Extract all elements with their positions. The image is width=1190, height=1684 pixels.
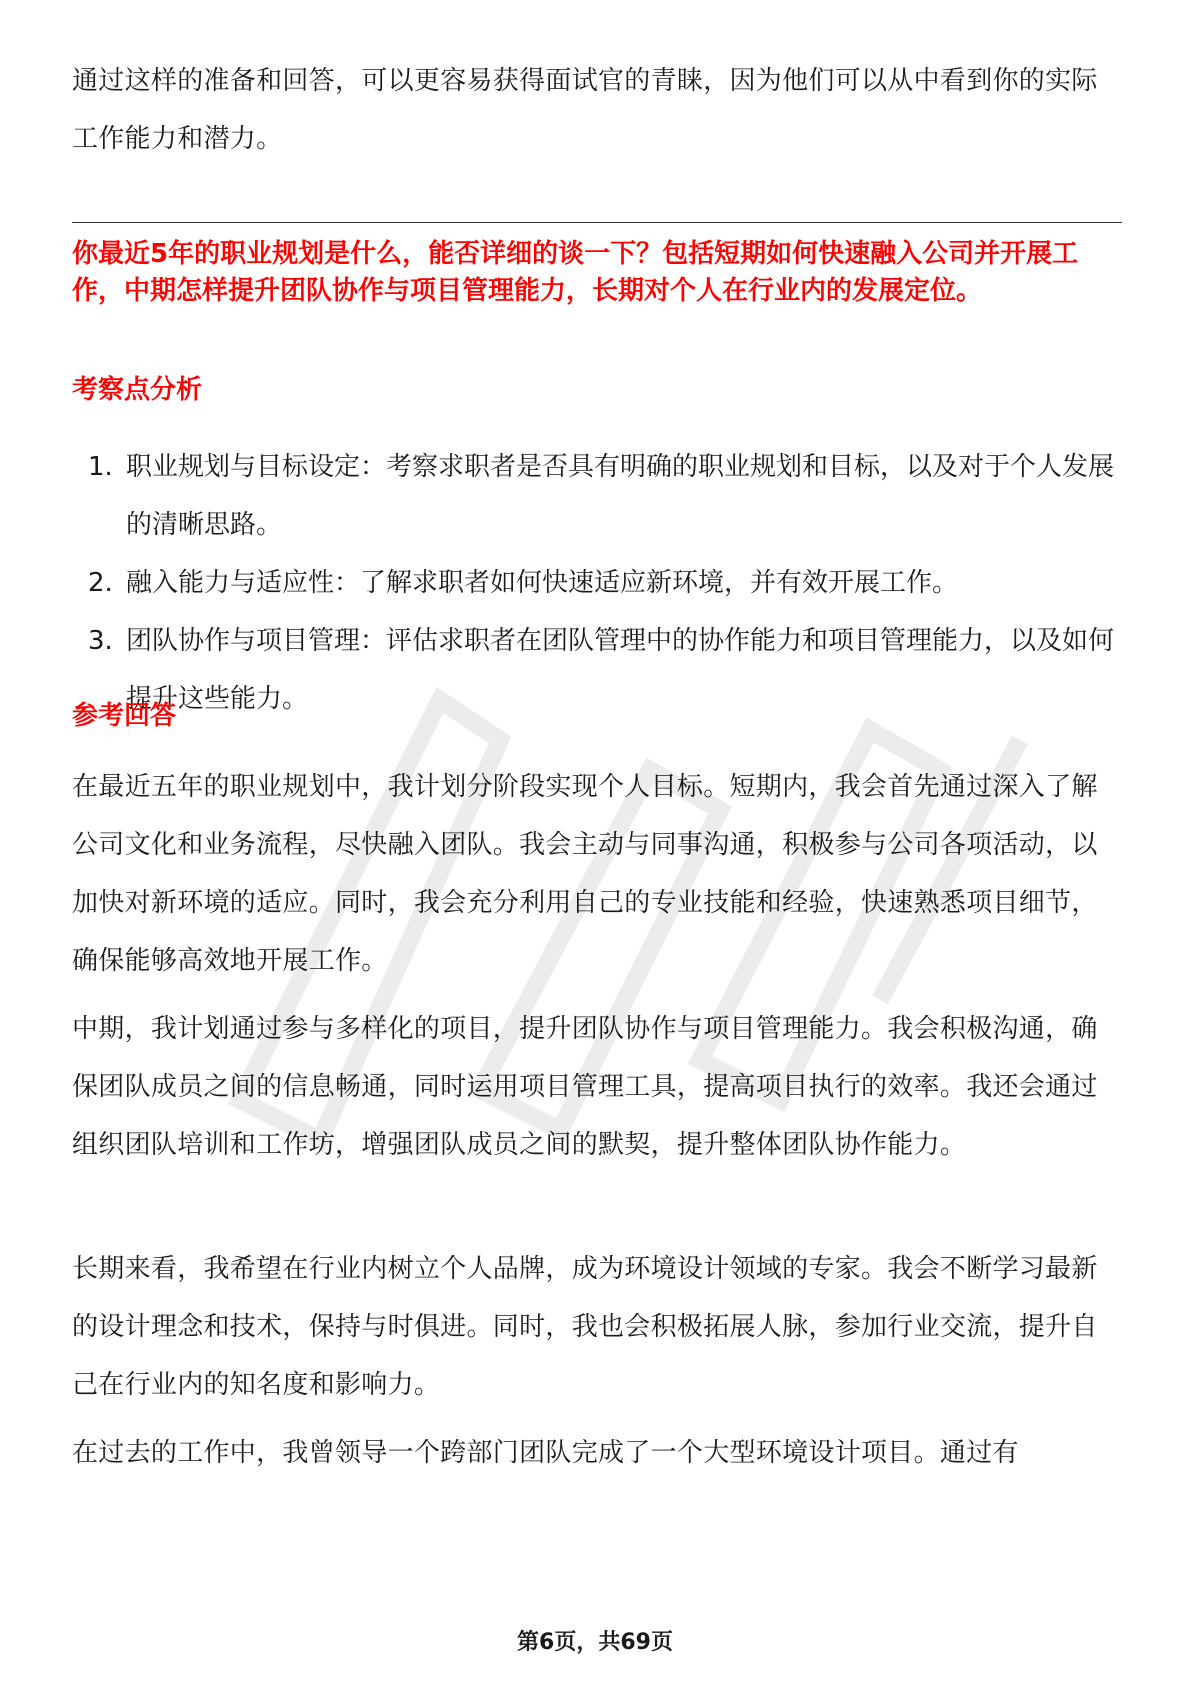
answer-paragraph-4: 在过去的工作中，我曾领导一个跨部门团队完成了一个大型环境设计项目。通过有 <box>72 1438 1019 1468</box>
list-item <box>72 554 1122 612</box>
list-item-text: 团队协作与项目管理：评估求职者在团队管理中的协作能力和项目管理能力，以及如何提升这些能力。 <box>126 626 1115 714</box>
list-item <box>72 438 1122 554</box>
page-footer: 第6页，共69页 <box>517 1630 673 1655</box>
answer-paragraph-2: 中期，我计划通过参与多样化的项目，提升团队协作与项目管理能力。我会积极沟通，确保团队成员之间的信息畅通，同时运用项目管理工具，提高项目执行的效率。我还会通过组织团队培训和工作坊，增强团队成员之间的默契，提升整体团队协作能力。 <box>72 1014 1098 1160</box>
list-number: 1. <box>88 452 113 482</box>
analysis-heading: 考察点分析 <box>72 375 203 405</box>
list-number: 3. <box>88 626 113 656</box>
list-item-text: 融入能力与适应性：了解求职者如何快速适应新环境，并有效开展工作。 <box>126 568 959 598</box>
answer-heading: 参考回答 <box>72 701 177 731</box>
list-item <box>72 612 1122 728</box>
question-title: 你最近5年的职业规划是什么，能否详细的谈一下？包括短期如何快速融入公司并开展工作，中期怎样提升团队协作与项目管理能力，长期对个人在行业内的发展定位。 <box>72 239 1079 306</box>
answer-paragraph-3: 长期来看，我希望在行业内树立个人品牌，成为环境设计领域的专家。我会不断学习最新的设计理念和技术，保持与时俱进。同时，我也会积极拓展人脉，参加行业交流，提升自己在行业内的知名度和影响力。 <box>72 1254 1098 1400</box>
intro-paragraph: 通过这样的准备和回答，可以更容易获得面试官的青睐，因为他们可以从中看到你的实际工作能力和潜力。 <box>72 66 1098 154</box>
list-number: 2. <box>88 568 113 598</box>
analysis-list <box>72 438 1122 728</box>
section-divider <box>72 222 1122 223</box>
list-item-text: 职业规划与目标设定：考察求职者是否具有明确的职业规划和目标，以及对于个人发展的清晰思路。 <box>126 452 1115 540</box>
answer-paragraph-1: 在最近五年的职业规划中，我计划分阶段实现个人目标。短期内，我会首先通过深入了解公司文化和业务流程，尽快融入团队。我会主动与同事沟通，积极参与公司各项活动，以加快对新环境的适应。同时，我会充分利用自己的专业技能和经验，快速熟悉项目细节，确保能够高效地开展工作。 <box>72 772 1098 976</box>
